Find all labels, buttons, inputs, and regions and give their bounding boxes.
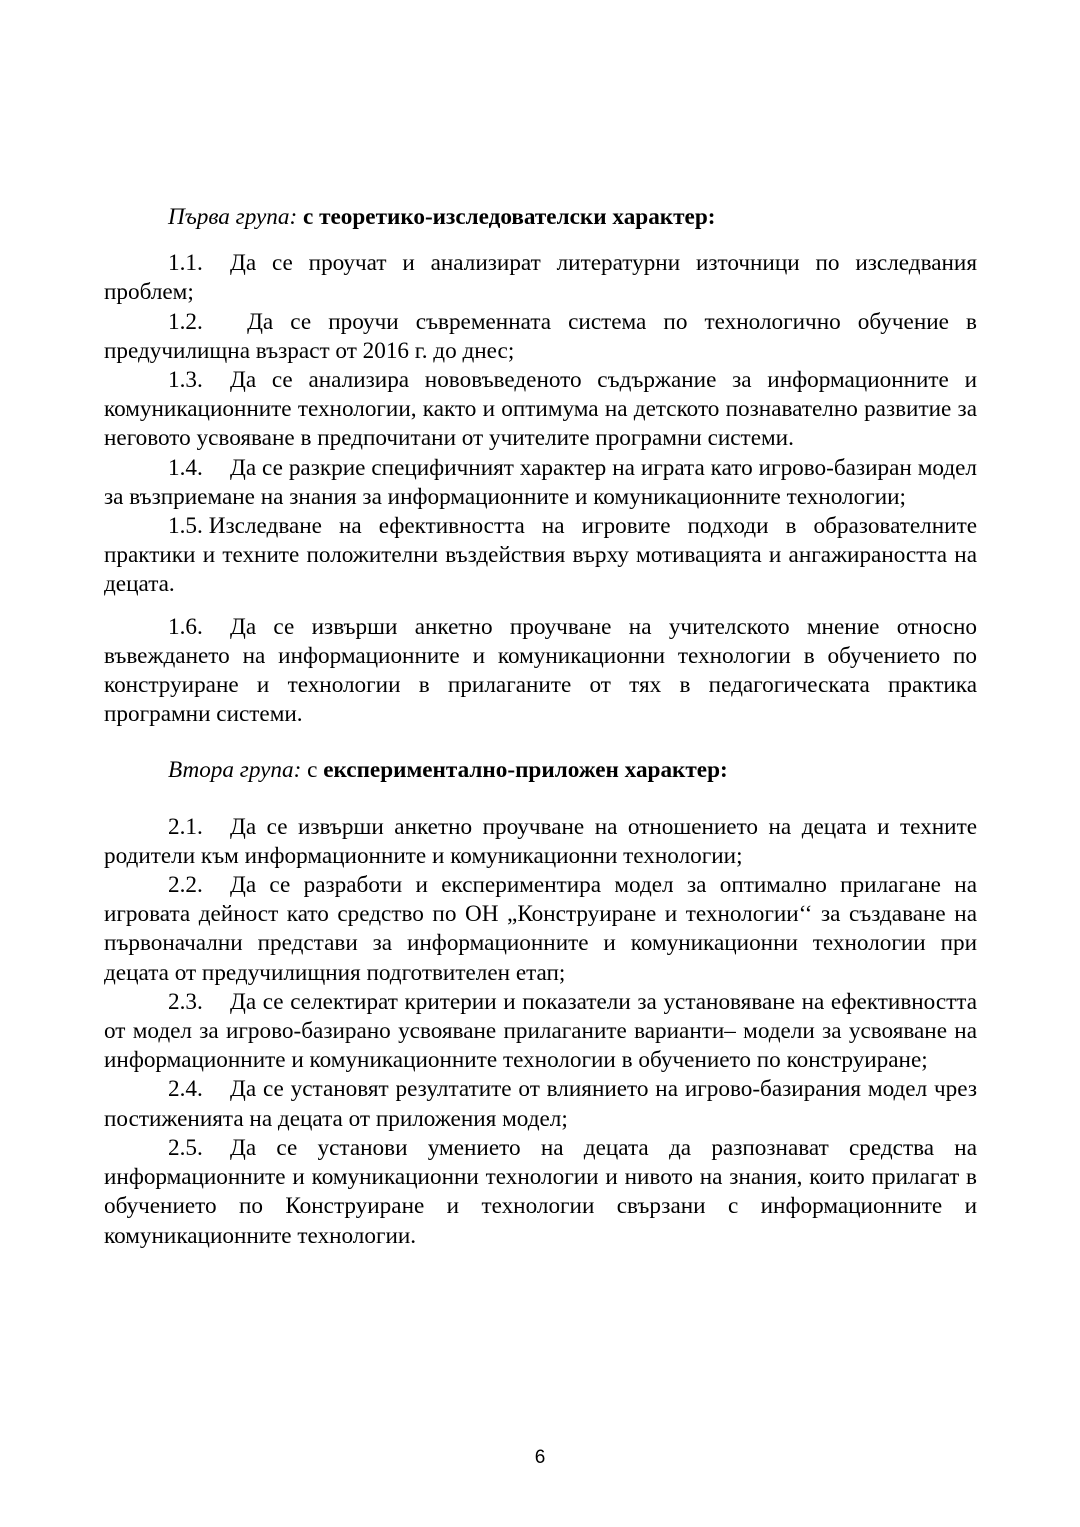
group-2-prefix: с xyxy=(307,757,318,784)
group-2-title: експериментално-приложен характер: xyxy=(323,757,728,784)
item-1-4 xyxy=(104,454,977,512)
item-text: Да се разработи и експериментира модел за оптимално прилагане на игровата дейност като средство по ОН „Конструиране и технологии‘‘ за създаване на първоначални представи за информационните и комуникационни технологии при децата от предучилищния подготвителен етап; xyxy=(104,872,977,986)
item-text: Да се селектират критерии и показатели за установяване на ефективността от модел за игрово-базирано усвояване прилаганите варианти– модели за усвояване на информационните и комуникационните технологии в обучението по конструиране; xyxy=(104,988,977,1074)
item-number: 1.2. xyxy=(168,308,203,335)
item-number: 1.3. xyxy=(168,367,203,394)
item-number: 1.5. xyxy=(168,513,203,540)
item-text: Да се проучи съвременната система по технологично обучение в предучилищна възраст от 2016 г. до днес; xyxy=(104,308,977,364)
item-number: 1.4. xyxy=(168,454,203,481)
item-1-6 xyxy=(104,613,977,730)
item-number: 1.6. xyxy=(168,613,203,640)
item-1-3 xyxy=(104,366,977,454)
item-2-3 xyxy=(104,988,977,1076)
group-2-label: Втора група: xyxy=(168,757,302,784)
item-text: Да се извърши анкетно проучване на отношението на децата и техните родители към информационните и комуникационни технологии; xyxy=(104,813,977,869)
item-text: Изследване на ефективността на игровите подходи в образователните практики и техните положителни въздействия върху мотивацията и ангажираността на децата. xyxy=(104,513,977,598)
item-number: 2.1. xyxy=(168,813,203,840)
item-1-2 xyxy=(104,308,977,366)
page-number: 6 xyxy=(534,1447,546,1468)
item-2-4 xyxy=(104,1075,977,1133)
item-text: Да се разкрие специфичният характер на играта като игрово-базиран модел за възприемане на знания за информационните и комуникационните технологии; xyxy=(104,454,977,510)
group-1-label: Първа група: xyxy=(168,204,298,230)
group-1-title: с теоретико-изследователски характер: xyxy=(303,204,716,230)
item-number: 2.2. xyxy=(168,872,203,899)
item-number: 1.1. xyxy=(168,250,203,277)
group-2-heading xyxy=(104,756,977,785)
item-number: 2.4. xyxy=(168,1076,203,1103)
item-number: 2.5. xyxy=(168,1134,203,1161)
group-1-heading xyxy=(104,203,977,232)
item-2-1 xyxy=(104,813,977,871)
item-text: Да се извърши анкетно проучване на учителското мнение относно въвеждането на информационните и комуникационни технологии в обучението по конструиране и технологии в прилаганите от тях в педагогическата практика програмни системи. xyxy=(104,613,977,728)
item-number: 2.3. xyxy=(168,988,203,1015)
item-1-1 xyxy=(104,249,977,307)
item-text: Да се проучат и анализират литературни източници по изследвания проблем; xyxy=(104,250,977,306)
item-2-2 xyxy=(104,871,977,988)
item-text: Да се анализира нововъведеното съдържание за информационните и комуникационните технологии, както и оптимума на детското познавателно развитие за неговото усвояване в предпочитани от учителите програмни системи. xyxy=(104,367,977,452)
item-1-5 xyxy=(104,512,977,600)
page-content xyxy=(104,203,977,1251)
item-text: Да се установят резултатите от влиянието на игрово-базирания модел чрез постиженията на децата от приложения модел; xyxy=(104,1076,977,1132)
item-text: Да се установи умението на децата да разпознават средства на информационните и комуникационни технологии и нивото на знания, които прилагат в обучението по Конструиране и технологии свързани с информационните и комуникационните технологии. xyxy=(104,1134,977,1249)
item-2-5 xyxy=(104,1134,977,1251)
